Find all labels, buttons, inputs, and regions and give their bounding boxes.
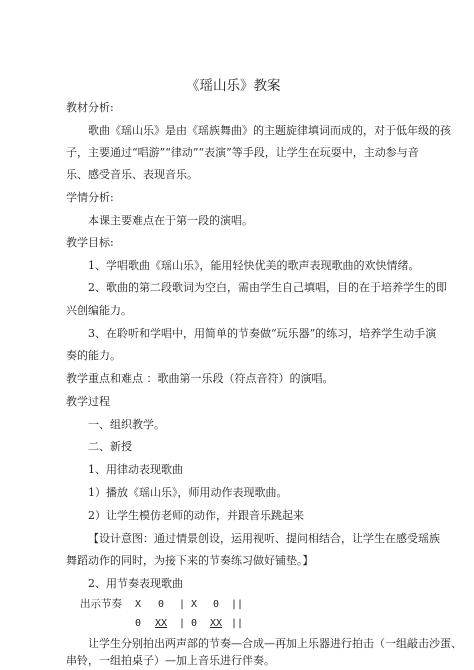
goal-3-line: 奏的能力。 [66,349,121,362]
learner-paragraph: 本课主要难点在于第一段的演唱。 [88,214,253,227]
rhythm-note: 0 [158,599,165,610]
step-2-1-b: 2）让学生模仿老师的动作，并跟音乐跳起来 [88,509,304,522]
rhythm-note: XX [155,618,168,629]
material-paragraph-line: 歌曲《瑶山乐》是由《瑶族舞曲》的主题旋律填词而成的，对于低年级的孩 [88,124,451,137]
final-paragraph-line: 让学生分别拍出两声部的节奏—合成—再加上乐器进行拍击（一组敲击沙蛋、 [88,637,462,650]
process-heading: 教学过程 [66,395,110,408]
material-paragraph-line: 乐、感受音乐、表现音乐。 [66,168,198,181]
rhythm-note: 0 [191,618,198,629]
step-2: 二、新授 [88,440,132,453]
goal-1: 1、学唱歌曲《瑶山乐》，能用轻快优美的歌声表现歌曲的欢快情绪。 [88,259,420,272]
step-2-1: 1、用律动表现歌曲 [88,463,183,476]
rhythm-note: 0 [213,599,220,610]
material-paragraph-line: 子，主要通过“唱游”“律动”“表演”等手段，让学生在玩耍中，主动参与音 [66,146,419,159]
design-intent-line: 【设计意图：通过情景创设，运用视听、提问相结合，让学生在感受瑶族 [88,532,440,545]
rhythm-label: 出示节奏 [80,598,122,610]
goal-2-line: 2、歌曲的第二段歌词为空白，需由学生自己填唱，目的在于培养学生的即 [88,281,447,294]
design-intent-line: 舞蹈动作的同时，为接下来的节奏练习做好铺垫。】 [66,554,314,567]
material-heading: 教材分析: [66,101,114,114]
rhythm-barline: | [179,599,186,610]
rhythm-note: 0 [135,618,142,629]
rhythm-note: X [191,599,198,610]
rhythm-barline: | [179,618,186,629]
rhythm-double-barline: || [231,618,244,629]
step-2-2: 2、用节奏表现歌曲 [88,577,183,590]
goals-heading: 教学目标: [66,236,114,249]
rhythm-note: X [135,599,142,610]
keypoints-line: 教学重点和难点 ：歌曲第一乐段（符点音符）的演唱。 [66,372,334,385]
page-title: 《瑶山乐》教案 [186,78,281,94]
rhythm-note: XX [210,618,223,629]
rhythm-double-barline: || [231,599,244,610]
step-2-1-a: 1）播放《瑶山乐》，师用动作表现歌曲。 [88,486,288,499]
step-1: 一、组织教学。 [88,418,165,431]
goal-3-line: 3、在聆听和学唱中，用简单的节奏做“玩乐器”的练习，培养学生动手演 [88,327,437,340]
final-paragraph-line: 串铃，一组拍桌子）—加上音乐进行伴奏。 [66,654,275,667]
learner-heading: 学情分析: [66,191,114,204]
goal-2-line: 兴创编能力。 [66,304,132,317]
